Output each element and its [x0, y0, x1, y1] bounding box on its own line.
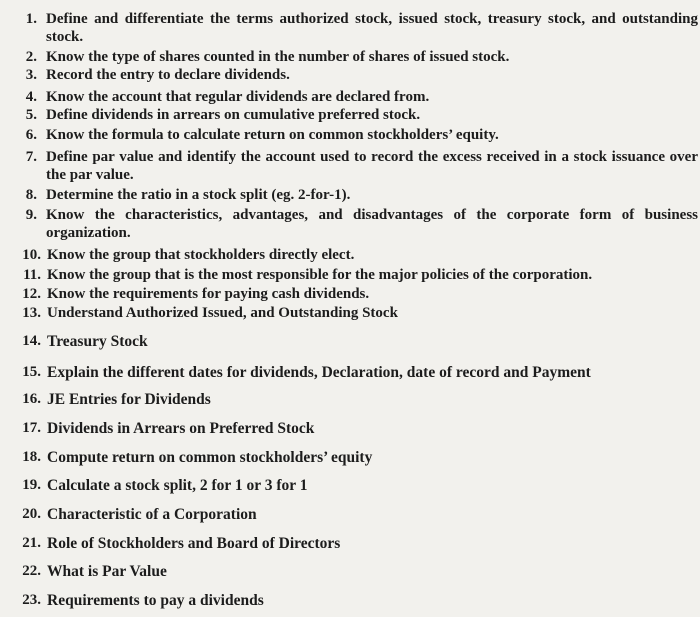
item-text: Explain the different dates for dividends, Declaration, date of record and Payment — [47, 364, 591, 381]
item-text: Define par value and identify the account used to record the excess received in a stock issuance over the par value. — [46, 149, 698, 183]
item-text: Know the requirements for paying cash dividends. — [47, 286, 370, 302]
item-number: 12. — [22, 286, 41, 302]
item-number: 9. — [25, 207, 37, 223]
item-number: 3. — [25, 67, 37, 83]
item-number: 17. — [22, 420, 41, 436]
item-text: Requirements to pay a dividends — [47, 592, 264, 609]
item-text: Compute return on common stockholders’ equity — [47, 449, 373, 466]
item-number: 4. — [25, 89, 37, 105]
item-number: 2. — [25, 49, 37, 65]
item-number: 5. — [25, 107, 37, 123]
item-number: 19. — [22, 477, 41, 493]
item-number: 13. — [22, 305, 41, 321]
item-text: Record the entry to declare dividends. — [46, 67, 290, 83]
item-number: 8. — [25, 187, 37, 203]
item-number: 14. — [22, 333, 41, 349]
item-number: 15. — [22, 364, 41, 380]
item-number: 22. — [22, 563, 41, 579]
item-text: Know the group that is the most responsible for the major policies of the corporation. — [47, 267, 593, 283]
item-number: 6. — [25, 127, 37, 143]
item-number: 7. — [25, 149, 37, 165]
item-text: Determine the ratio in a stock split (eg. 2-for-1). — [46, 187, 351, 203]
item-number: 18. — [22, 449, 41, 465]
item-text: Know the account that regular dividends are declared from. — [46, 89, 430, 105]
item-text: Calculate a stock split, 2 for 1 or 3 for 1 — [47, 477, 308, 494]
item-text: Characteristic of a Corporation — [47, 506, 257, 523]
item-number: 11. — [23, 267, 41, 283]
item-number: 1. — [25, 11, 37, 27]
item-text: Know the group that stockholders directly elect. — [47, 247, 355, 263]
item-text: Understand Authorized Issued, and Outstanding Stock — [47, 305, 398, 321]
item-text: What is Par Value — [47, 563, 167, 580]
item-number: 10. — [22, 247, 41, 263]
item-number: 20. — [22, 506, 41, 522]
item-text: JE Entries for Dividends — [47, 391, 211, 408]
item-number: 16. — [22, 391, 41, 407]
item-number: 21. — [22, 535, 41, 551]
item-number: 23. — [22, 592, 41, 608]
item-text: Know the formula to calculate return on common stockholders’ equity. — [46, 127, 499, 143]
item-text: Role of Stockholders and Board of Directors — [47, 535, 341, 552]
item-text: Know the characteristics, advantages, and disadvantages of the corporate form of business organization. — [46, 207, 698, 241]
item-text: Define dividends in arrears on cumulative preferred stock. — [46, 107, 421, 123]
item-text: Treasury Stock — [47, 333, 148, 350]
item-text: Know the type of shares counted in the number of shares of issued stock. — [46, 49, 510, 65]
item-text: Dividends in Arrears on Preferred Stock — [47, 420, 315, 437]
item-text: Define and differentiate the terms authorized stock, issued stock, treasury stock, and outstanding stock. — [46, 11, 698, 45]
